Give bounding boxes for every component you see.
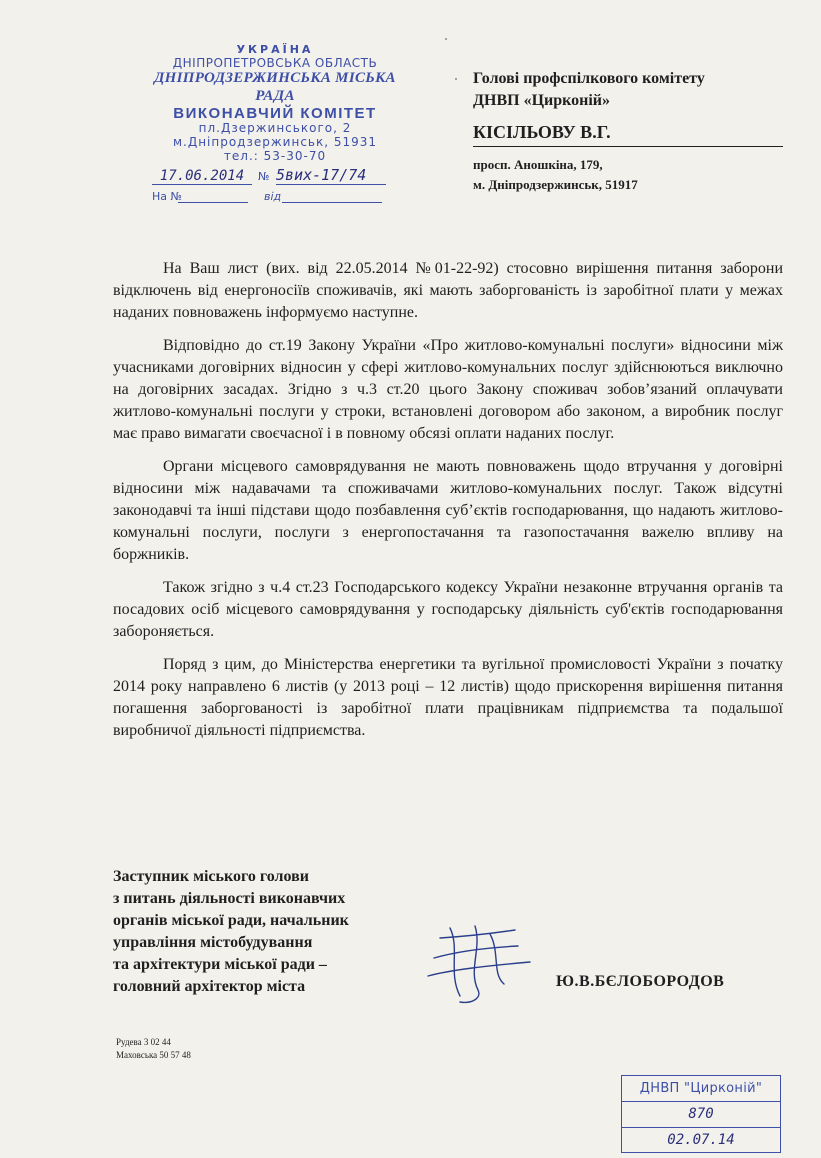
scan-speck	[455, 78, 457, 80]
paragraph: Відповідно до ст.19 Закону України «Про житлово-комунальні послуги» відносини між учасниками договірних відносин у сфері житлово-комунальних послуг здійснюються виключно на договірних засадах. Згідно з ч.3 ст.20 цього Закону споживач зобов’язаний оплачувати житлово-комунальні послуги у строки, встановлені договором або законом, а виробник послуг має право вимагати своєчасної і в повному обсязі оплати наданих послуг.	[113, 337, 783, 442]
paragraph: Поряд з цим, до Міністерства енергетики та вугільної промисловості України з початку 2014 року направлено 6 листів (у 2013 році – 12 листів) щодо прискорення вирішення питання погашення заборгованості із заробітної плати працівникам підприємства та подальшої виробничої діяльності підприємства.	[113, 656, 783, 739]
incoming-stamp-number: 870	[622, 1102, 780, 1128]
incoming-stamp-date: 02.07.14	[667, 1132, 735, 1148]
addressee-street: просп. Аношкіна, 179,	[473, 157, 603, 172]
letterhead-address-1: пл.Дзержинського, 2	[198, 121, 352, 136]
paragraph: Органи місцевого самоврядування не мають повноважень щодо втручання у договірні відносини між надавачами та споживачами житлово-комунальних послуг. Також відсутні законодавчі та інші підстави щодо позбавлення суб’єктів господарювання, що надають житлово-комунальні послуги, послуги з енергопостачання та газопостачання важелю впливу на боржників.	[113, 458, 783, 563]
letterhead-council: ДНІПРОДЗЕРЖИНСЬКА МІСЬКА РАДА	[154, 70, 396, 104]
letter-body	[113, 258, 783, 753]
addressee-position: Голові профспілкового комітету	[473, 70, 705, 87]
paragraph: Також згідно з ч.4 ст.23 Господарського кодексу України незаконне втручання органів та посадових осіб місцевого самоврядування у господарську діяльність суб'єктів господарювання забороняється.	[113, 579, 783, 640]
paragraph: На Ваш лист (вих. від 22.05.2014 №01-22-92) стосовно вирішення питання заборони відключень від енергоносіїв споживачів, які мають заборгованість із заробітної плати у межах наданих повноважень інформуємо наступне.	[113, 260, 783, 321]
executor-line: Маховська 50 57 48	[116, 1050, 191, 1060]
signatory-title	[113, 866, 413, 998]
signatory-title-line: з питань діяльності виконавчих	[113, 890, 346, 907]
letterhead-region: ДНІПРОПЕТРОВСЬКА ОБЛАСТЬ	[172, 55, 378, 70]
signatory-title-line: Заступник міського голови	[113, 868, 309, 885]
scan-speck	[445, 38, 447, 40]
letterhead-address-2: м.Дніпродзержинськ, 51931	[172, 134, 378, 149]
signatory-title-line: органів міської ради, начальник	[113, 912, 349, 929]
outgoing-date: 17.06.2014	[152, 168, 252, 185]
registration-line	[140, 166, 410, 188]
reply-reference-line	[140, 188, 410, 206]
incoming-registration-stamp	[621, 1075, 781, 1153]
reply-label: На №	[152, 189, 182, 203]
reply-number-blank	[178, 202, 248, 203]
executor-line: Рудева 3 02 44	[116, 1037, 171, 1047]
outgoing-number: 5вих-17/74	[276, 166, 386, 185]
incoming-stamp-organization: ДНВП "Цирконій"	[622, 1076, 780, 1102]
number-label: №	[258, 169, 270, 183]
addressee-organization: ДНВП «Цирконій»	[473, 92, 611, 109]
letterhead-phone: тел.: 53-30-70	[223, 148, 327, 163]
handwritten-signature	[420, 918, 540, 1008]
addressee-block	[473, 68, 783, 195]
letterhead-committee: ВИКОНАВЧИЙ КОМІТЕТ	[173, 104, 377, 122]
executors-note	[116, 1036, 191, 1062]
reply-date-blank	[282, 202, 382, 203]
signatory-title-line: управління містобудування	[113, 934, 313, 951]
letterhead-stamp	[140, 44, 410, 206]
signatory-title-line: та архітектури міської ради –	[113, 956, 327, 973]
signatory-title-line: головний архітектор міста	[113, 978, 306, 995]
letterhead-country: УКРАЇНА	[236, 43, 314, 56]
signer-name: Ю.В.БЄЛОБОРОДОВ	[556, 973, 725, 990]
addressee-name: КІСІЛЬОВУ В.Г.	[473, 120, 783, 147]
from-label: від	[264, 189, 282, 203]
addressee-city: м. Дніпродзержинськ, 51917	[473, 177, 638, 192]
